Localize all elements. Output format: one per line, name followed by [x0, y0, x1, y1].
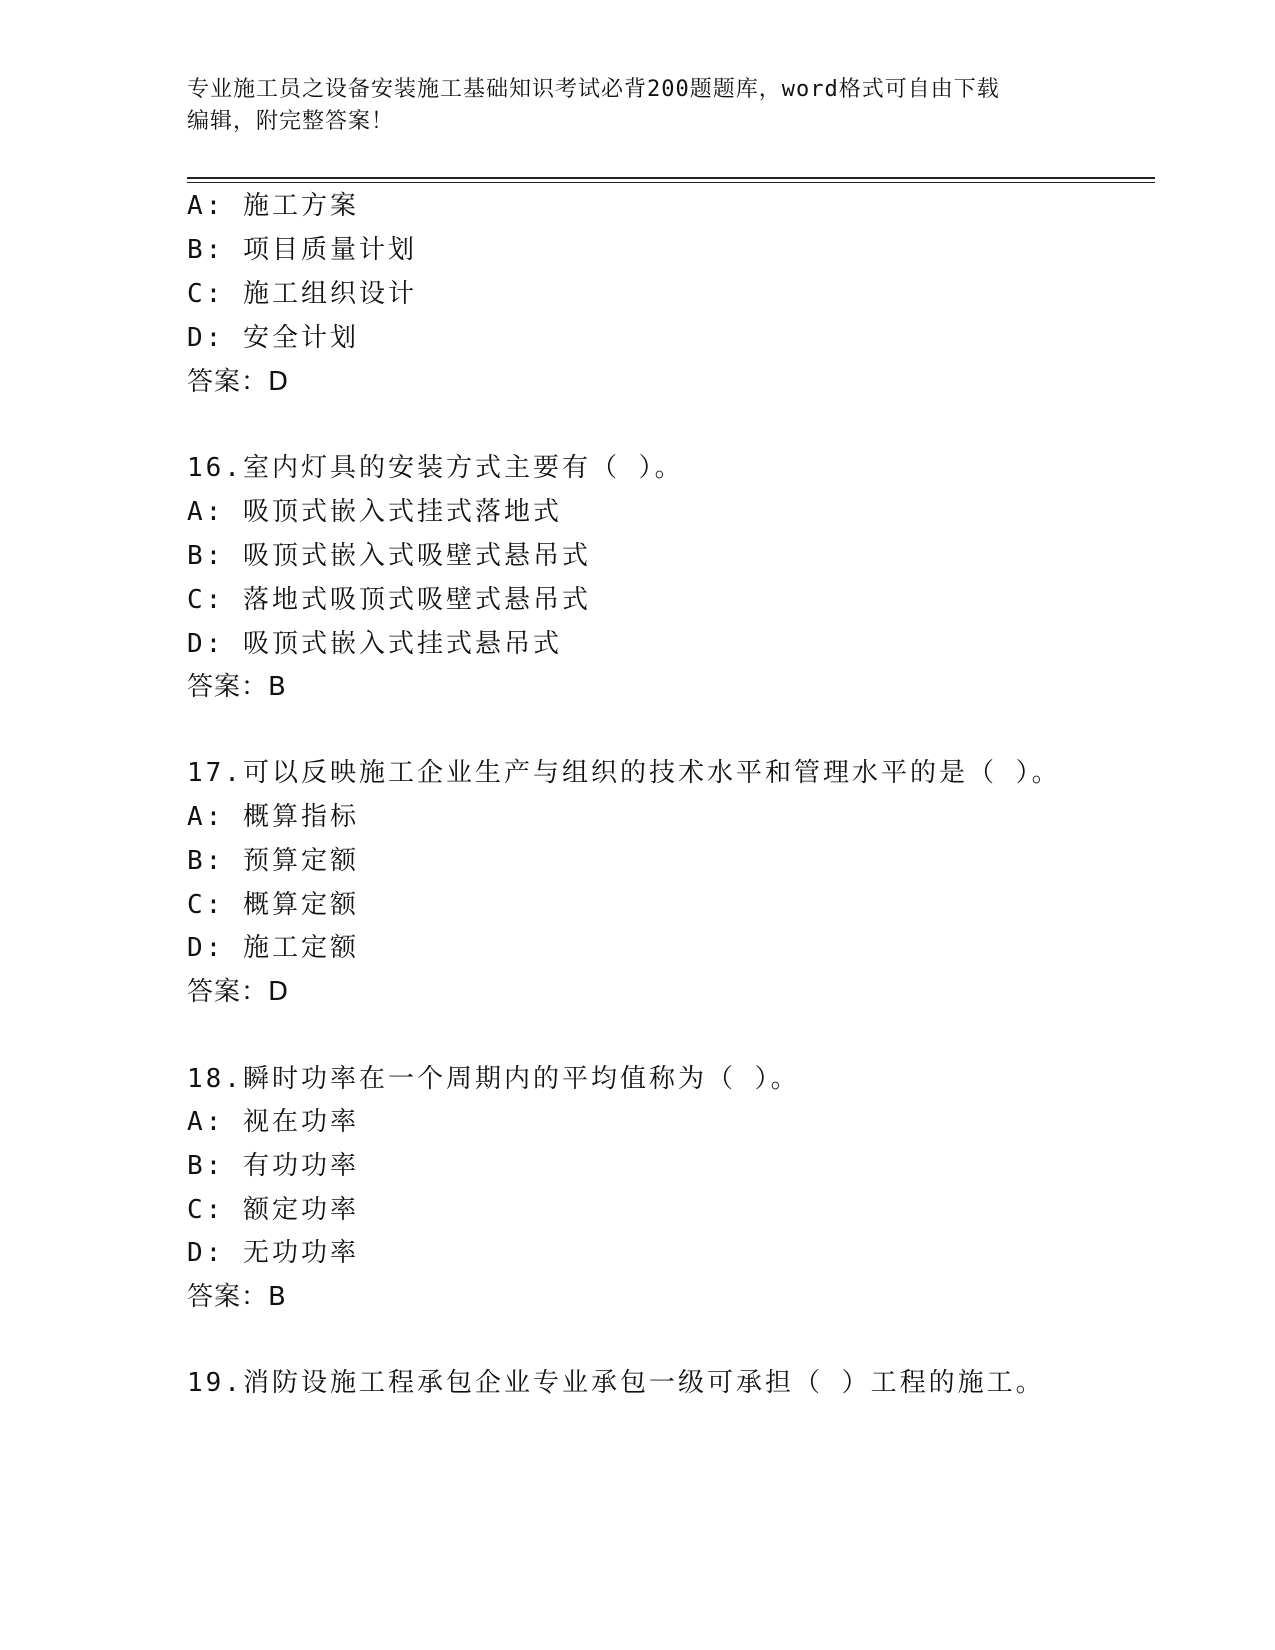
q17-answer: 答案：D [187, 977, 290, 1007]
document-header [187, 74, 1087, 138]
q16-option-d: D: 吸顶式嵌入式挂式悬吊式 [187, 629, 562, 659]
header-divider-thick [187, 177, 1155, 179]
header-divider-thin [187, 182, 1155, 183]
q16-answer: 答案：B [187, 672, 287, 702]
q16-question: 16.室内灯具的安装方式主要有（ ）。 [187, 453, 684, 483]
q15-option-d: D: 安全计划 [187, 323, 359, 353]
q18-option-d: D: 无功功率 [187, 1238, 359, 1268]
q17-question: 17.可以反映施工企业生产与组织的技术水平和管理水平的是（ ）。 [187, 758, 1061, 788]
q17-option-d: D: 施工定额 [187, 933, 359, 963]
q18-answer: 答案：B [187, 1282, 287, 1312]
q15-option-a: A: 施工方案 [187, 191, 359, 221]
q18-option-b: B: 有功功率 [187, 1151, 359, 1181]
q18-option-c: C: 额定功率 [187, 1195, 359, 1225]
q19-question: 19.消防设施工程承包企业专业承包一级可承担（ ）工程的施工。 [187, 1368, 1045, 1398]
q17-option-a: A: 概算指标 [187, 802, 359, 832]
q17-option-c: C: 概算定额 [187, 890, 359, 920]
q16-option-a: A: 吸顶式嵌入式挂式落地式 [187, 497, 562, 527]
header-line-1: 专业施工员之设备安装施工基础知识考试必背200题题库，word格式可自由下载 [187, 77, 1000, 102]
q16-option-b: B: 吸顶式嵌入式吸壁式悬吊式 [187, 541, 591, 571]
q18-option-a: A: 视在功率 [187, 1107, 359, 1137]
header-line-2: 编辑，附完整答案！ [187, 109, 395, 134]
q17-option-b: B: 预算定额 [187, 846, 359, 876]
q15-answer: 答案：D [187, 367, 290, 397]
q15-option-c: C: 施工组织设计 [187, 279, 417, 309]
q15-option-b: B: 项目质量计划 [187, 235, 417, 265]
q16-option-c: C: 落地式吸顶式吸壁式悬吊式 [187, 585, 591, 615]
q18-question: 18.瞬时功率在一个周期内的平均值称为（ ）。 [187, 1064, 800, 1094]
